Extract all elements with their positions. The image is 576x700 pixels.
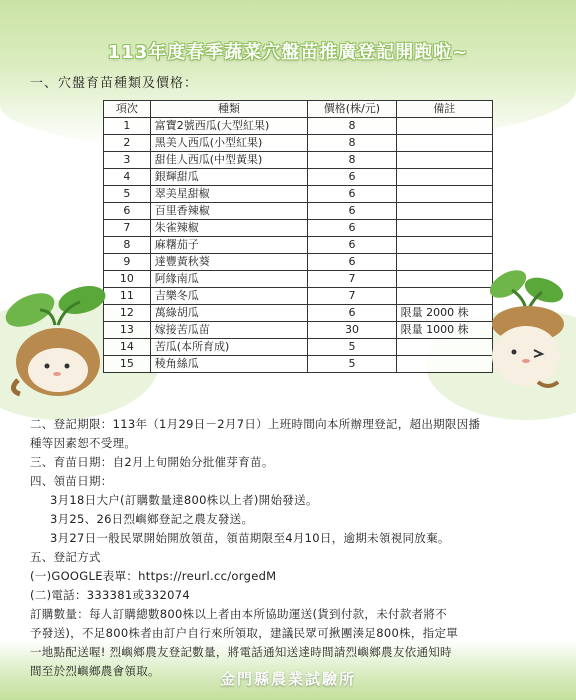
row-type: 萬綠胡瓜 [150, 305, 308, 322]
row-price: 8 [308, 135, 396, 152]
row-type: 銀輝甜瓜 [150, 169, 308, 186]
row-price: 6 [308, 237, 396, 254]
header-type: 種類 [150, 101, 308, 118]
row-note [396, 152, 492, 169]
row-no: 4 [104, 169, 151, 186]
row-note [396, 237, 492, 254]
row-note [396, 186, 492, 203]
header-price: 價格(株/元) [308, 101, 396, 118]
pickup-date-heading: 四、領苗日期： [30, 474, 113, 488]
table-row [104, 237, 493, 254]
row-type: 達豐黃秋葵 [150, 254, 308, 271]
table-row [104, 339, 493, 356]
table-row [104, 169, 493, 186]
row-note [396, 118, 492, 135]
registration-period-cont: 種等因素恕不受理。 [30, 436, 137, 450]
pickup-date-2: 3月25、26日烈嶼鄉登記之農友發送。 [50, 512, 254, 526]
order-quantity-3: 一地點配送喔! 烈嶼鄉農友登記數量，將電話通知送達時間請烈嶼鄉農友依通知時 [30, 645, 452, 659]
order-quantity-1: 訂購數量：每人訂購總數800株以上者由本所協助運送(貨到付款，未付款者將不 [30, 607, 448, 621]
row-price: 6 [308, 220, 396, 237]
header-note: 備註 [396, 101, 492, 118]
row-no: 10 [104, 271, 151, 288]
seedling-price-table [103, 100, 493, 373]
table-row [104, 220, 493, 237]
table-row [104, 322, 493, 339]
row-type: 甜佳人西瓜(中型黃果) [150, 152, 308, 169]
organization-name: 金門縣農業試驗所 [219, 670, 356, 688]
row-type: 阿緣南瓜 [150, 271, 308, 288]
row-no: 5 [104, 186, 151, 203]
row-price: 8 [308, 152, 396, 169]
row-type: 黑美人西瓜(小型紅果) [150, 135, 308, 152]
row-no: 13 [104, 322, 151, 339]
row-no: 8 [104, 237, 151, 254]
registration-period: 二、登記期限：113年（1月29日－2月7日）上班時間向本所辦理登記，超出期限因播 [30, 417, 481, 431]
seedling-date: 三、育苗日期：自2月上旬開始分批催芽育苗。 [30, 455, 274, 469]
row-no: 9 [104, 254, 151, 271]
row-type: 麻糬茄子 [150, 237, 308, 254]
row-price: 7 [308, 271, 396, 288]
section-seedling-types: 一、穴盤育苗種類及價格： [30, 76, 199, 91]
phone-numbers: (二)電話：333381或332074 [30, 588, 190, 602]
row-price: 5 [308, 356, 396, 373]
row-price: 30 [308, 322, 396, 339]
row-no: 15 [104, 356, 151, 373]
registration-details [30, 415, 555, 681]
page-title: 113年度春季蔬菜穴盤苗推廣登記開跑啦~ [107, 42, 469, 63]
row-no: 1 [104, 118, 151, 135]
row-no: 11 [104, 288, 151, 305]
seed-mascot-right-icon [478, 262, 576, 392]
row-price: 6 [308, 305, 396, 322]
google-form-link[interactable]: (一)GOOGLE表單：https://reurl.cc/orgedM [30, 569, 277, 583]
row-note: 限量 2000 株 [396, 305, 492, 322]
row-no: 2 [104, 135, 151, 152]
pickup-date-3: 3月27日一般民眾開始開放領苗，領苗期限至4月10日，逾期未領視同放棄。 [50, 531, 450, 545]
table-row [104, 254, 493, 271]
row-no: 7 [104, 220, 151, 237]
row-price: 6 [308, 169, 396, 186]
row-no: 6 [104, 203, 151, 220]
table-row [104, 203, 493, 220]
registration-method-heading: 五、登記方式 [30, 550, 101, 564]
row-type: 嫁接苦瓜苗 [150, 322, 308, 339]
row-note [396, 220, 492, 237]
row-type: 百里香辣椒 [150, 203, 308, 220]
row-price: 7 [308, 288, 396, 305]
row-type: 吉樂冬瓜 [150, 288, 308, 305]
table-row [104, 118, 493, 135]
table-header-row [104, 101, 493, 118]
table-row [104, 186, 493, 203]
seed-mascot-left-icon [0, 280, 118, 400]
order-quantity-4: 間至於烈嶼鄉農會領取。 [30, 664, 160, 678]
row-price: 6 [308, 254, 396, 271]
row-no: 14 [104, 339, 151, 356]
table-row [104, 305, 493, 322]
table-row [104, 135, 493, 152]
table-row [104, 271, 493, 288]
row-price: 5 [308, 339, 396, 356]
header-no: 項次 [104, 101, 151, 118]
row-price: 6 [308, 186, 396, 203]
row-note: 限量 1000 株 [396, 322, 492, 339]
table-row [104, 356, 493, 373]
row-type: 朱雀辣椒 [150, 220, 308, 237]
row-type: 苦瓜(本所育成) [150, 339, 308, 356]
row-type: 翠美星甜椒 [150, 186, 308, 203]
pickup-date-1: 3月18日大户(訂購數量達800株以上者)開始發送。 [50, 493, 318, 507]
row-no: 3 [104, 152, 151, 169]
order-quantity-2: 予發送)，不足800株者由訂户自行來所領取，建議民眾可揪團湊足800株，指定單 [30, 626, 459, 640]
row-note [396, 135, 492, 152]
row-price: 6 [308, 203, 396, 220]
row-note [396, 203, 492, 220]
table-row [104, 152, 493, 169]
row-price: 8 [308, 118, 396, 135]
row-type: 稜角絲瓜 [150, 356, 308, 373]
row-no: 12 [104, 305, 151, 322]
row-note [396, 169, 492, 186]
table-row [104, 288, 493, 305]
row-type: 富寶2號西瓜(大型紅果) [150, 118, 308, 135]
